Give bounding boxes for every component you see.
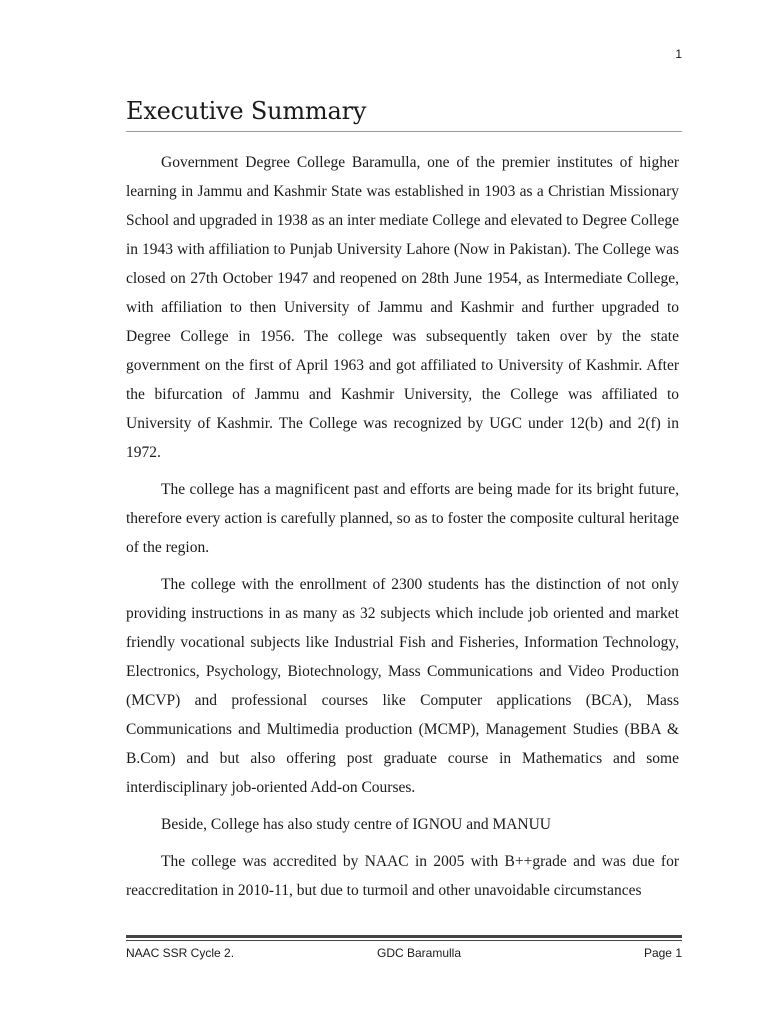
paragraph-accreditation: The college was accredited by NAAC in 2005 with B++grade and was due for reaccreditation in 2010-11, but due to turmoil and other unavoidable circumstances — [126, 853, 679, 899]
title-underline — [126, 131, 682, 132]
paragraph-history: Government Degree College Baramulla, one of the premier institutes of higher learning in Jammu and Kashmir State was established in 1903 as a Christian Missionary School and upgraded in 1938 as an inter mediate College and elevated to Degree College in 1943 with affiliation to Punjab University Lahore (Now in Pakistan). The College was closed on 27th October 1947 and reopened on 28th June 1954, as Intermediate College, with affiliation to then University of Jammu and Kashmir and further upgraded to Degree College in 1956. The college was subsequently taken over by the state government on the first of April 1963 and got affiliated to University of Kashmir. After the bifurcation of Jammu and Kashmir University, the College was affiliated to University of Kashmir. The College was recognized by UGC under 12(b) and 2(f) in 1972. — [126, 154, 679, 461]
page-footer — [126, 945, 682, 961]
footer-page-label: Page 1 — [643, 946, 682, 960]
footer-rule-thin — [126, 940, 682, 941]
page-title: Executive Summary — [126, 97, 367, 125]
paragraph-heritage: The college has a magnificent past and efforts are being made for its bright future, therefore every action is carefully planned, so as to foster the composite cultural heritage of the region. — [126, 481, 679, 556]
paragraph-study-centre: Beside, College has also study centre of IGNOU and MANUU — [161, 816, 552, 833]
footer-rule — [126, 935, 682, 938]
paragraph-enrollment: The college with the enrollment of 2300 students has the distinction of not only providing instructions in as many as 32 subjects which include job oriented and market friendly vocational subjects like Industrial Fish and Fisheries, Information Technology, Electronics, Psychology, Biotechnology, Mass Communications and Video Production (MCVP) and professional courses like Computer applications (BCA), Mass Communications and Multimedia production (MCMP), Management Studies (BBA & B.Com) and but also offering post graduate course in Mathematics and some interdisciplinary job-oriented Add-on Courses. — [126, 576, 679, 796]
page-number: 1 — [675, 47, 682, 61]
footer-document-name: NAAC SSR Cycle 2. — [126, 946, 235, 960]
footer-college-name: GDC Baramulla — [377, 946, 462, 960]
document-body — [126, 148, 679, 913]
